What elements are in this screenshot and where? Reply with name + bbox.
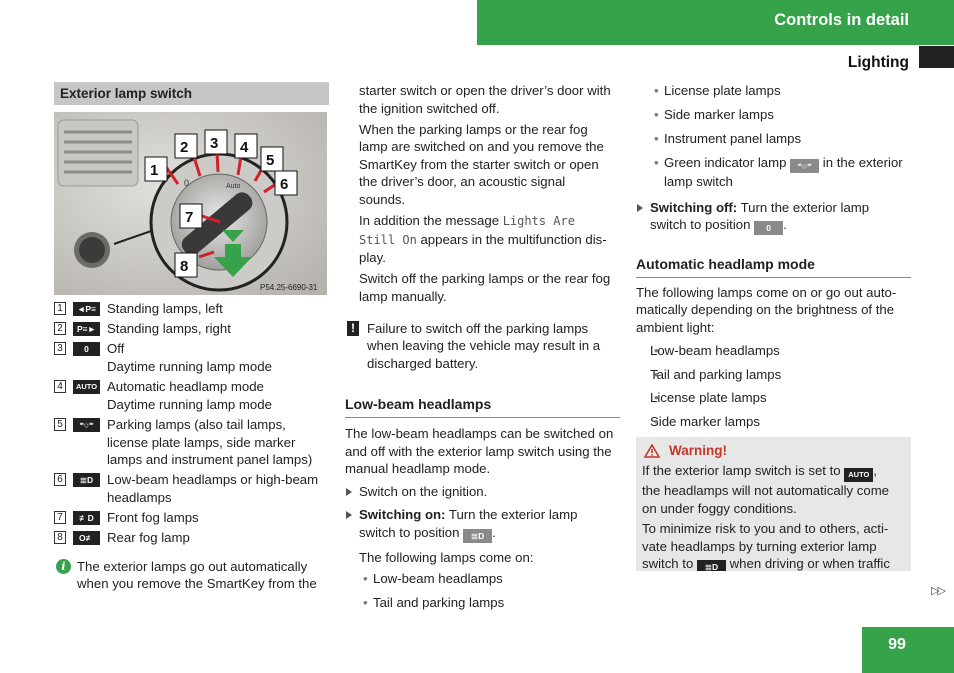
text-line: When the parking lamps or the rear fog (359, 121, 588, 137)
standing-lamps-left-icon: ◄P≡ (73, 302, 100, 316)
chapter-title: Controls in detail (774, 11, 909, 29)
column-3 (636, 82, 911, 571)
legend-item-5 (54, 416, 329, 469)
section-heading-exterior-lamp-switch: Exterior lamp switch (54, 82, 329, 105)
text-line: the headlamps will not automatically come (642, 483, 890, 499)
text-line: on under foggy conditions. (642, 500, 797, 516)
paragraph-message (359, 212, 620, 267)
text-line: switch to position (650, 217, 751, 233)
paragraph (359, 270, 620, 305)
legend-text: Parking lamps (also tail lamps, (107, 416, 286, 432)
warning-paragraph (642, 520, 905, 571)
legend-text: Daytime running lamp mode (107, 396, 272, 412)
text-line: and off with the exterior lamp switch using the (345, 443, 612, 459)
legend-text: Rear fog lamp (107, 530, 190, 546)
legend-item-7 (54, 509, 329, 527)
parking-lamps-icon: ⁼○⁼ (790, 159, 819, 173)
off-icon: 0 (73, 342, 100, 356)
list-item: • License plate lamps (636, 389, 911, 407)
section-heading-low-beam: Low-beam headlamps (345, 396, 620, 418)
text-line: play. (359, 250, 386, 266)
legend-num: 6 (54, 473, 66, 486)
figure-code: P54.25-6690-31 (260, 283, 318, 292)
list-item: • Side marker lamps (636, 106, 911, 124)
legend-num: 7 (54, 511, 66, 524)
low-beam-icon: ≣D (463, 529, 492, 543)
text-line: SmartKey from the starter switch or open (359, 156, 599, 172)
text-line: Green indicator lamp (664, 154, 787, 170)
legend-item-1 (54, 300, 329, 318)
warning-title: Warning! (669, 443, 727, 459)
text-line: the ignition switched off. (359, 100, 500, 116)
text-line: If the exterior lamp switch is set to (642, 463, 841, 479)
text-line: when driving or when traffic (729, 556, 890, 572)
callout-7: 7 (185, 209, 194, 226)
legend-num: 8 (54, 531, 66, 544)
display-message: Lights Are (502, 214, 575, 229)
legend-item-4 (54, 378, 329, 413)
dial-label-0: 0 (184, 178, 190, 188)
auto-icon: AUTO (844, 468, 873, 482)
legend-text: Standing lamps, right (107, 321, 231, 337)
paragraph (359, 82, 620, 117)
dial-label-auto: Auto (226, 183, 241, 190)
text-line: sounds. (359, 192, 406, 208)
legend-text: lamps and instrument panel lamps) (107, 452, 313, 468)
paragraph (345, 425, 620, 478)
text-line: Switch off the parking lamps or the rear fog (359, 271, 611, 287)
off-icon: 0 (754, 221, 783, 235)
callout-2: 2 (180, 139, 189, 156)
paragraph (636, 284, 911, 337)
text-line: lamp manually. (359, 289, 447, 305)
text-line: Failure to switch off the parking lamps (367, 320, 589, 336)
text-line: Turn the exterior lamp (740, 199, 870, 215)
list-item: • Low-beam headlamps (636, 342, 911, 360)
legend-item-6 (54, 471, 329, 506)
text-line: In addition the message (359, 213, 500, 229)
callout-3: 3 (210, 135, 219, 152)
text-line: lamp are switched on and you remove the (359, 139, 604, 155)
legend-num: 1 (54, 302, 66, 315)
section-heading-automatic-headlamp: Automatic headlamp mode (636, 256, 911, 278)
legend-num: 5 (54, 418, 66, 431)
caution-note (345, 320, 620, 373)
page-number: 99 (888, 636, 906, 653)
text-line: Switch on the ignition. (359, 483, 488, 499)
paragraph (359, 549, 620, 567)
legend-num: 2 (54, 322, 66, 335)
callout-5: 5 (266, 152, 275, 169)
step-item (345, 483, 620, 501)
text-line: lamp switch (664, 173, 733, 189)
text-line: vate headlamps by turning exterior lamp (642, 538, 877, 554)
callout-8: 8 (180, 258, 189, 275)
auto-icon: AUTO (73, 380, 100, 394)
legend-num: 3 (54, 342, 66, 355)
legend-text: Off (107, 341, 125, 357)
info-text: when you remove the SmartKey from the (77, 576, 317, 592)
text-line: Turn the exterior lamp (448, 507, 578, 523)
header-bar (477, 0, 954, 45)
lamp-switch-photo (54, 112, 327, 295)
text-line: the driver’s door, an acoustic signal (359, 174, 566, 190)
text-line: starter switch or open the driver’s door with (359, 83, 611, 98)
legend-list (54, 300, 329, 547)
list-item: • Tail and parking lamps (636, 366, 911, 384)
warning-triangle-icon (644, 444, 660, 458)
legend-text: Low-beam headlamps or high-beam (107, 472, 319, 488)
info-note (54, 558, 329, 593)
text-line: in the exterior (822, 154, 903, 170)
legend-num: 4 (54, 380, 66, 393)
low-beam-icon: ≣D (73, 473, 100, 487)
paragraph (359, 121, 620, 209)
list-item: • Low-beam headlamps (345, 570, 620, 588)
text-line: ambient light: (636, 319, 715, 335)
callout-6: 6 (280, 176, 289, 193)
page-number-box (862, 627, 954, 673)
text-line: To minimize risk to you and to others, acti- (642, 521, 889, 537)
parking-lamps-icon: ⁼○⁼ (73, 418, 100, 432)
step-item: Switching off: Turn the exterior lamp switch to position 0 . (636, 199, 911, 236)
continue-arrows: ▷▷ (931, 585, 944, 597)
display-message: Still On (359, 232, 417, 247)
thumb-tab (919, 46, 954, 68)
standing-lamps-right-icon: P≡► (73, 322, 100, 336)
legend-text: Standing lamps, left (107, 301, 223, 316)
warning-paragraph (642, 462, 905, 517)
text-line: when leaving the vehicle may result in a (367, 338, 601, 354)
info-text: The exterior lamps go out automatically (77, 558, 308, 574)
list-item: • Side marker lamps (636, 413, 911, 431)
section-subtitle: Lighting (847, 54, 909, 71)
text-line: , (873, 463, 877, 479)
rear-fog-lamp-icon: O≢ (73, 531, 100, 545)
legend-item-3 (54, 340, 329, 375)
list-item: • License plate lamps (636, 82, 911, 100)
low-beam-icon: ≣D (697, 560, 726, 571)
text-line: The following lamps come on or go out auto- (636, 284, 897, 300)
legend-item-2 (54, 320, 329, 338)
callout-1: 1 (150, 162, 159, 179)
step-label: Switching on: (359, 507, 446, 523)
list-item: • Tail and parking lamps (345, 594, 620, 612)
column-1 (54, 82, 329, 593)
list-item (636, 154, 911, 191)
text-line: The low-beam headlamps can be switched on (345, 426, 614, 441)
text-line: appears in the multifunction dis- (420, 231, 607, 247)
text-line: manual headlamp mode. (345, 461, 491, 477)
text-line: matically depending on the brightness of the (636, 302, 895, 318)
info-icon: i (56, 559, 71, 574)
text-line: switch to (642, 556, 694, 572)
text-line: switch to position (359, 524, 460, 540)
exclamation-icon: ! (347, 321, 359, 336)
legend-text: license plate lamps, side marker (107, 434, 296, 450)
front-fog-lamp-icon: ≢D (73, 511, 100, 525)
callout-4: 4 (240, 139, 249, 156)
column-2 (345, 82, 620, 618)
warning-box (636, 437, 911, 571)
lamp-switch-illustration (54, 112, 327, 295)
text-line: discharged battery. (367, 355, 479, 371)
step-label: Switching off: (650, 199, 738, 215)
legend-text: headlamps (107, 489, 172, 505)
legend-text: Front fog lamps (107, 510, 199, 526)
list-item: • Instrument panel lamps (636, 130, 911, 148)
legend-text: Daytime running lamp mode (107, 358, 272, 374)
text-line: The following lamps come on: (359, 549, 534, 565)
step-item: Switching on: Turn the exterior lamp switch to position ≣D . (345, 506, 620, 543)
legend-text: Automatic headlamp mode (107, 379, 264, 395)
legend-item-8 (54, 529, 329, 547)
